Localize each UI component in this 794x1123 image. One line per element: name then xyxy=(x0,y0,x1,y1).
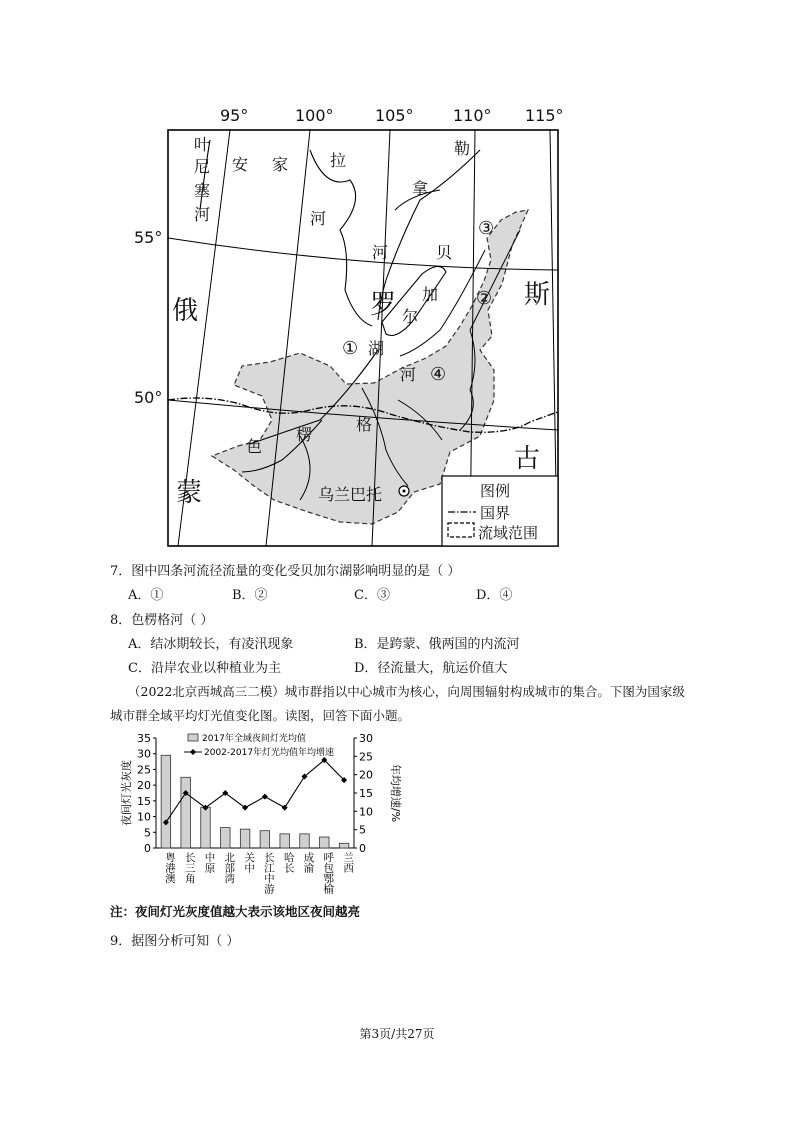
selenga-label-3: 格 xyxy=(356,415,373,434)
left-tick-label: 35 xyxy=(137,732,151,745)
angara-label-2: 家 xyxy=(272,155,289,174)
marker-4: ④ xyxy=(430,364,447,385)
lena-label-1: 勒 xyxy=(454,139,471,158)
lena-label-3: 河 xyxy=(372,243,389,262)
category-label-4: 关中 xyxy=(243,852,256,873)
intro-line-2: 城市群全域平均灯光值变化图。读图，回答下面小题。 xyxy=(110,708,411,723)
legend-bar-swatch xyxy=(188,734,198,741)
category-label-8: 呼包鄂榆 xyxy=(322,852,335,894)
category-label-7: 成渝 xyxy=(302,852,315,873)
chart-svg xyxy=(110,728,410,900)
question-8-option-b: B．是跨蒙、俄两国的内流河 xyxy=(354,637,520,652)
category-label-1: 长三角 xyxy=(183,852,196,884)
yenisei-label-4: 河 xyxy=(194,205,211,224)
bar-9 xyxy=(339,843,349,848)
legend-basin-label: 流域范围 xyxy=(478,524,539,542)
country-mongolia-2: 古 xyxy=(514,444,541,474)
left-tick-label: 20 xyxy=(137,779,151,793)
city-ulaanbaatar-label: 乌兰巴托 xyxy=(318,485,383,504)
yenisei-label-2: 尼 xyxy=(194,157,211,176)
baikal-label-3: 尔 xyxy=(402,307,419,326)
left-tick-label: 30 xyxy=(137,747,151,761)
city-marker-dot xyxy=(403,490,406,493)
baikal-label-4: 湖 xyxy=(368,339,385,358)
marker-3: ③ xyxy=(478,218,495,239)
y-axis-title: 夜间灯光灰度 xyxy=(120,760,133,826)
legend-basin-swatch xyxy=(448,523,474,537)
legend-line-label: 2002-2017年灯光均值年均增速 xyxy=(204,748,335,758)
yenisei-label-3: 塞 xyxy=(194,181,211,200)
map-figure xyxy=(134,100,570,550)
marker-1: ① xyxy=(342,338,359,359)
category-label-0: 粤港澳 xyxy=(163,852,176,884)
bar-3 xyxy=(221,828,231,848)
lena-label-2: 拿 xyxy=(412,179,429,198)
right-tick-label: 5 xyxy=(359,823,366,837)
intro-line-1: （2022北京西城高三二模）城市群指以中心城市为核心，向周围辐射构成城市的集合。下图为国家级 xyxy=(128,684,685,699)
question-7-option-b: B．② xyxy=(232,588,268,603)
y2-axis-title: 年均增速/% xyxy=(389,763,402,823)
legend-bar-label: 2017年全域夜间灯光均值 xyxy=(202,734,306,744)
left-tick-label: 5 xyxy=(144,826,151,840)
bar-5 xyxy=(260,831,270,848)
marker-2: ② xyxy=(476,288,493,309)
bar-4 xyxy=(240,829,250,848)
night-light-chart xyxy=(110,728,410,900)
right-tick-label: 25 xyxy=(359,750,373,764)
question-7-option-d: D．④ xyxy=(476,588,513,603)
country-russia-1: 俄 xyxy=(172,296,199,326)
growth-line xyxy=(166,760,344,822)
angara-label-1: 安 xyxy=(232,155,249,174)
growth-point-5 xyxy=(262,794,268,800)
lon-label-105: 105° xyxy=(375,106,414,125)
growth-point-6 xyxy=(282,805,288,811)
left-tick-label: 10 xyxy=(137,810,151,824)
country-russia-2: 罗 xyxy=(370,290,397,320)
legend-border-label: 国界 xyxy=(480,504,511,522)
category-label-6: 哈长 xyxy=(282,852,295,873)
category-label-2: 中原 xyxy=(203,852,216,873)
category-label-5: 长江中游 xyxy=(262,852,275,894)
bar-7 xyxy=(300,834,310,848)
category-label-9: 兰西 xyxy=(342,852,355,873)
right-tick-label: 20 xyxy=(359,768,373,782)
right-tick-label: 15 xyxy=(359,787,373,800)
left-tick-label: 25 xyxy=(137,763,151,777)
lat-label-55: 55° xyxy=(134,228,163,247)
legend-title: 图例 xyxy=(480,482,511,500)
question-8-option-d: D．径流量大，航运价值大 xyxy=(354,661,508,676)
bar-1 xyxy=(181,777,191,848)
lon-label-110: 110° xyxy=(453,106,492,125)
country-mongolia-1: 蒙 xyxy=(176,478,203,508)
yenisei-label-1: 叶 xyxy=(194,135,211,154)
question-9-stem: 9．据图分析可知（ ） xyxy=(110,934,240,949)
question-7-option-c: C．③ xyxy=(354,588,390,603)
bar-6 xyxy=(280,834,290,848)
chart-note: 注：夜间灯光灰度值越大表示该地区夜间越亮 xyxy=(110,904,361,919)
selenga-label-4: 河 xyxy=(400,365,417,384)
lon-label-95: 95° xyxy=(220,106,249,125)
bar-2 xyxy=(201,807,211,848)
left-tick-label: 15 xyxy=(137,794,151,808)
country-russia-3: 斯 xyxy=(524,280,551,310)
question-7-stem: 7．图中四条河流径流量的变化受贝加尔湖影响明显的是（ ） xyxy=(110,564,461,579)
baikal-label-1: 贝 xyxy=(436,243,453,262)
category-label-3: 北部湾 xyxy=(223,852,236,884)
selenga-label-2: 楞 xyxy=(296,425,313,444)
question-8-option-a: A．结冰期较长，有凌汛现象 xyxy=(128,637,294,652)
page-footer: 第3页/共27页 xyxy=(359,1027,435,1041)
left-tick-label: 0 xyxy=(144,842,151,855)
angara-label-4: 河 xyxy=(310,209,327,228)
baikal-label-2: 加 xyxy=(422,285,439,304)
question-8-stem: 8．色楞格河（ ） xyxy=(110,613,214,628)
selenga-label-1: 色 xyxy=(246,437,263,456)
bar-8 xyxy=(320,837,330,848)
right-tick-label: 30 xyxy=(359,732,373,745)
right-tick-label: 0 xyxy=(359,842,366,855)
question-7-option-a: A．① xyxy=(128,588,164,603)
legend-line-marker xyxy=(190,749,196,755)
lon-label-115: 115° xyxy=(525,106,564,125)
right-tick-label: 10 xyxy=(359,805,373,819)
bar-0 xyxy=(161,755,171,848)
angara-label-3: 拉 xyxy=(330,151,347,170)
lat-label-50: 50° xyxy=(134,388,163,407)
lon-label-100: 100° xyxy=(295,106,334,125)
question-8-option-c: C．沿岸农业以种植业为主 xyxy=(128,661,281,676)
